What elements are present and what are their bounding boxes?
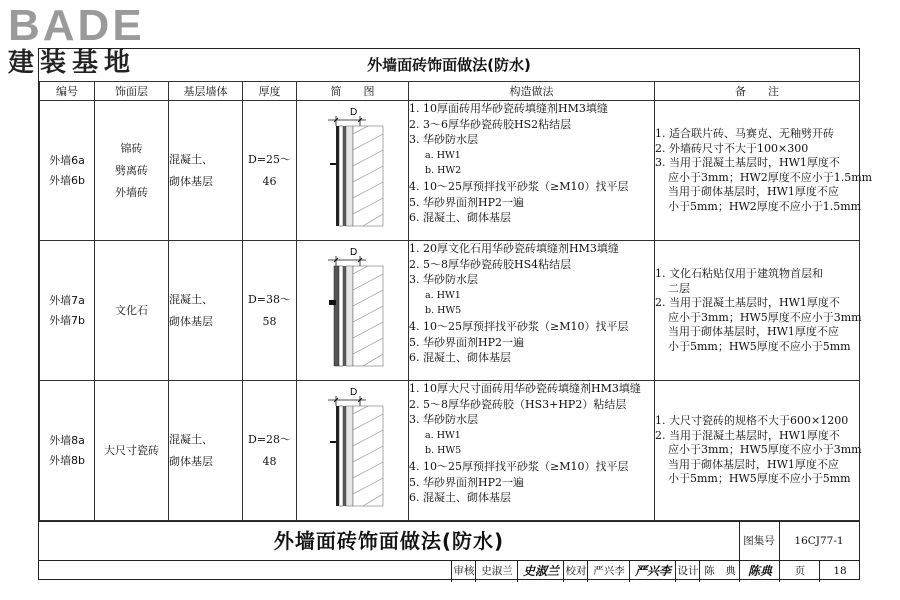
- note-line: 小于5mm；HW2厚度不应小于1.5mm: [668, 199, 862, 213]
- step-line: b. HW5: [425, 305, 462, 317]
- table-row: [40, 241, 860, 381]
- step-line: 4. 10～25厚预拌找平砂浆（≥M10）找平层: [409, 179, 629, 193]
- id-a: 外墙7a: [49, 293, 85, 307]
- header-thickness: 厚度: [243, 82, 297, 101]
- thickness-cell: D=38～58: [243, 241, 297, 381]
- section-diagram-cell: [297, 241, 409, 381]
- note-line: 2. 当用于混凝土基层时，HW1厚度不: [655, 296, 840, 309]
- dimension-label: D: [349, 107, 357, 118]
- reviewer-signature: 史淑兰: [517, 561, 564, 582]
- steps-cell: [409, 241, 655, 381]
- table-row: [40, 381, 860, 521]
- atlas-label: 图集号: [739, 522, 780, 560]
- id-b: 外墙6b: [49, 173, 85, 187]
- row-id: [40, 381, 95, 521]
- step-line: b. HW2: [425, 165, 462, 177]
- note-line: 2. 外墙砖尺寸不大于100×300: [655, 141, 809, 155]
- notes-cell: [655, 241, 860, 381]
- id-b: 外墙7b: [49, 313, 85, 327]
- wall-section-diagram: [308, 384, 398, 514]
- thickness-cell: D=25～46: [243, 101, 297, 241]
- checker-signature: 严兴李: [629, 561, 676, 582]
- finish-line: 劈离砖: [115, 163, 148, 177]
- note-line: 应小于3mm；HW5厚度不应小于3mm: [668, 443, 862, 457]
- page-label: 页: [779, 561, 820, 582]
- thickness-cell: D=28～48: [243, 381, 297, 521]
- wall-section-diagram: [308, 244, 398, 374]
- step-line: 2. 3～6厚华砂瓷砖胶HS2粘结层: [409, 117, 572, 131]
- step-line: 4. 10～25厚预拌找平砂浆（≥M10）找平层: [409, 319, 629, 333]
- base-cell: [169, 381, 243, 521]
- designer-signature: 陈典: [739, 561, 780, 582]
- section-diagram-cell: [297, 381, 409, 521]
- step-line: 6. 混凝土、砌体基层: [409, 211, 511, 225]
- header-id: 编号: [40, 82, 95, 101]
- step-line: 3. 华砂防水层: [409, 133, 478, 147]
- finish-line: 锦砖: [120, 141, 143, 155]
- step-line: a. HW1: [425, 429, 461, 441]
- base-line: 混凝土、: [169, 292, 213, 306]
- step-line: 5. 华砂界面剂HP2一遍: [409, 335, 524, 349]
- step-line: 3. 华砂防水层: [409, 413, 478, 427]
- base-line: 砌体基层: [169, 174, 213, 188]
- base-line: 砌体基层: [169, 314, 213, 328]
- drawing-sheet: [38, 48, 873, 580]
- step-line: 5. 华砂界面剂HP2一遍: [409, 195, 524, 209]
- id-a: 外墙6a: [49, 153, 85, 167]
- header-notes: 备 注: [655, 82, 860, 101]
- row-id: [40, 101, 95, 241]
- note-line: 小于5mm；HW5厚度不应小于5mm: [668, 472, 851, 486]
- step-line: a. HW1: [425, 289, 461, 301]
- header-row: [40, 82, 860, 101]
- row-id: [40, 241, 95, 381]
- review-label: 审核: [451, 561, 476, 582]
- check-label: 校对: [563, 561, 588, 582]
- dimension-label: D: [349, 247, 357, 258]
- id-b: 外墙8b: [49, 453, 85, 467]
- construction-table: [39, 81, 873, 521]
- base-cell: [169, 101, 243, 241]
- design-label: 设计: [675, 561, 700, 582]
- title-block: [39, 521, 859, 581]
- step-line: a. HW1: [425, 149, 461, 161]
- note-line: 小于5mm；HW5厚度不应小于5mm: [668, 339, 851, 353]
- step-line: 1. 10厚面砖用华砂瓷砖填缝剂HM3填缝: [409, 102, 608, 115]
- note-line: 1. 大尺寸瓷砖的规格不大于600×1200: [655, 414, 849, 428]
- note-line: 当用于砌体基层时，HW1厚度不应: [668, 457, 839, 471]
- signature-row: [39, 560, 859, 582]
- logo-wordmark: BADE: [8, 1, 145, 50]
- drawing-title: 外墙面砖饰面做法(防水): [39, 522, 740, 560]
- steps-cell: [409, 101, 655, 241]
- wall-section-diagram: [308, 104, 398, 234]
- note-line: 1. 文化石粘贴仅用于建筑物首层和: [655, 267, 823, 280]
- notes-cell: [655, 381, 860, 521]
- base-line: 砌体基层: [169, 454, 213, 468]
- section-diagram-cell: [297, 101, 409, 241]
- base-cell: [169, 241, 243, 381]
- note-line: 应小于3mm；HW5厚度不应小于3mm: [668, 310, 862, 324]
- id-a: 外墙8a: [49, 433, 85, 447]
- step-line: b. HW5: [425, 445, 462, 457]
- note-line: 当用于砌体基层时，HW1厚度不应: [668, 185, 839, 198]
- note-line: 1. 适合联片砖、马赛克、无釉劈开砖: [655, 127, 834, 140]
- step-line: 2. 5～8厚华砂瓷砖胶（HS3+HP2）粘结层: [409, 397, 627, 411]
- finish-line: 文化石: [115, 303, 148, 317]
- step-line: 2. 5～8厚华砂瓷砖胶HS4粘结层: [409, 257, 572, 271]
- atlas-number: 16CJ77-1: [794, 535, 844, 547]
- table-row: [40, 101, 860, 241]
- step-line: 4. 10～25厚预拌找平砂浆（≥M10）找平层: [409, 459, 629, 473]
- step-line: 1. 10厚大尺寸面砖用华砂瓷砖填缝剂HM3填缝: [409, 382, 641, 395]
- dimension-label: D: [349, 387, 357, 398]
- base-line: 混凝土、: [169, 432, 213, 446]
- notes-cell: [655, 101, 873, 241]
- logo-subtitle: 建装基地: [8, 48, 137, 78]
- finish-cell: [95, 101, 169, 241]
- finish-cell: [95, 381, 169, 521]
- steps-cell: [409, 381, 655, 521]
- note-line: 当用于砌体基层时，HW1厚度不应: [668, 325, 839, 338]
- atlas-number-box: [739, 522, 859, 560]
- header-diagram: 简 图: [297, 82, 409, 101]
- step-line: 5. 华砂界面剂HP2一遍: [409, 475, 524, 489]
- header-finish: 饰面层: [95, 82, 169, 101]
- step-line: 6. 混凝土、砌体基层: [409, 351, 511, 365]
- header-steps: 构造做法: [409, 82, 655, 101]
- note-line: 2. 当用于混凝土基层时，HW1厚度不: [655, 428, 840, 442]
- step-line: 6. 混凝土、砌体基层: [409, 491, 511, 505]
- note-line: 3. 当用于混凝土基层时，HW1厚度不: [655, 156, 840, 169]
- designer-name: 陈 典: [699, 561, 740, 582]
- reviewer-name: 史淑兰: [475, 561, 518, 582]
- note-line: 二层: [668, 281, 690, 295]
- step-line: 3. 华砂防水层: [409, 273, 478, 287]
- checker-name: 严兴李: [587, 561, 630, 582]
- finish-cell: [95, 241, 169, 381]
- page-number: 18: [819, 561, 860, 582]
- note-line: 应小于3mm；HW2厚度不应小于1.5mm: [668, 170, 873, 184]
- finish-line: 外墙砖: [115, 185, 148, 199]
- table-title: 外墙面砖饰面做法(防水): [367, 56, 531, 74]
- header-base: 基层墙体: [169, 82, 243, 101]
- step-line: 1. 20厚文化石用华砂瓷砖填缝剂HM3填缝: [409, 242, 619, 255]
- finish-line: 大尺寸瓷砖: [104, 443, 159, 457]
- base-line: 混凝土、: [169, 152, 213, 166]
